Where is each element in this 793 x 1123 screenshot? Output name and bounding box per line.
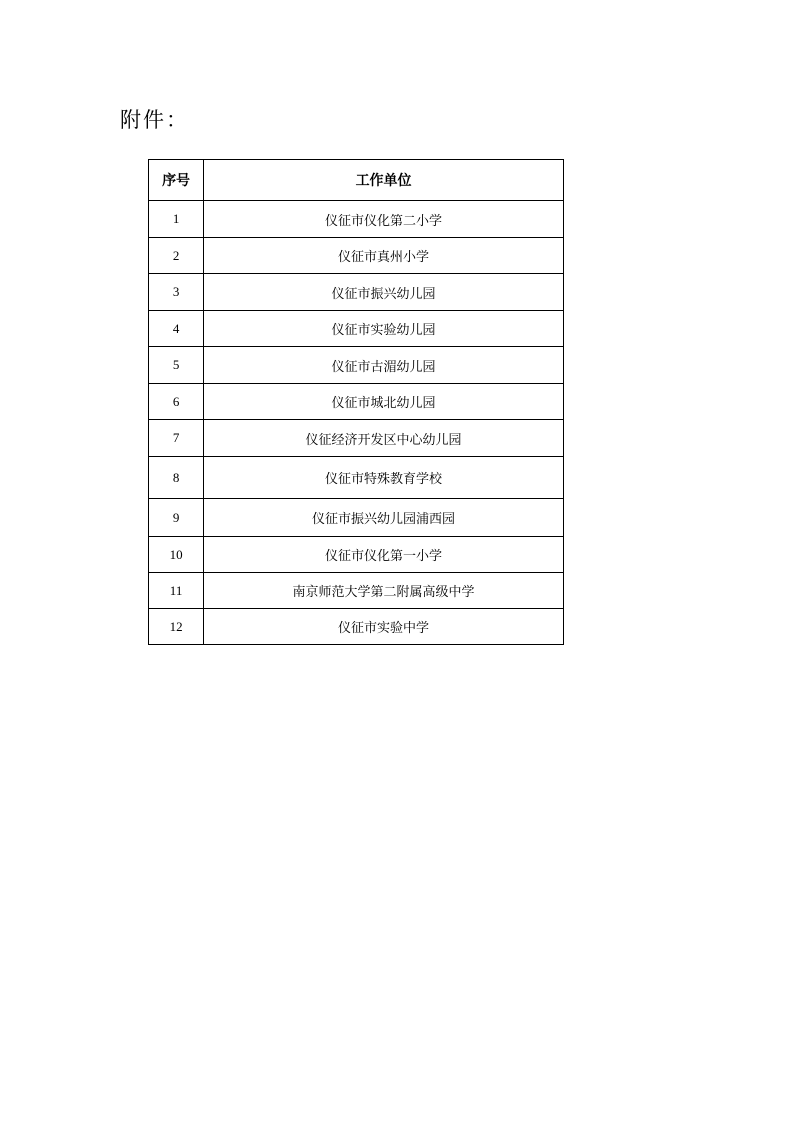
row-unit: 仪征市仪化第二小学 (204, 201, 564, 238)
row-unit: 仪征市古湄幼儿园 (204, 347, 564, 384)
row-index: 12 (149, 609, 204, 645)
row-unit: 南京师范大学第二附属高级中学 (204, 573, 564, 609)
row-unit: 仪征市真州小学 (204, 238, 564, 274)
row-unit: 仪征市振兴幼儿园浦西园 (204, 499, 564, 537)
row-unit: 仪征市实验幼儿园 (204, 311, 564, 347)
row-unit: 仪征市实验中学 (204, 609, 564, 645)
row-index: 7 (149, 420, 204, 457)
work-unit-table (148, 159, 564, 645)
table-row (149, 238, 564, 274)
row-index: 8 (149, 457, 204, 499)
row-index: 11 (149, 573, 204, 609)
table-row (149, 573, 564, 609)
header-unit: 工作单位 (204, 160, 564, 201)
table-row (149, 201, 564, 238)
row-index: 2 (149, 238, 204, 274)
table-row (149, 537, 564, 573)
header-index: 序号 (149, 160, 204, 201)
table-row (149, 499, 564, 537)
table-row (149, 274, 564, 311)
row-unit: 仪征市仪化第一小学 (204, 537, 564, 573)
row-index: 9 (149, 499, 204, 537)
row-index: 6 (149, 384, 204, 420)
row-index: 10 (149, 537, 204, 573)
row-index: 3 (149, 274, 204, 311)
row-unit: 仪征市特殊教育学校 (204, 457, 564, 499)
table-row (149, 609, 564, 645)
row-unit: 仪征市振兴幼儿园 (204, 274, 564, 311)
row-index: 5 (149, 347, 204, 384)
table-row (149, 384, 564, 420)
table-row (149, 311, 564, 347)
table-row (149, 457, 564, 499)
table-header-row (149, 160, 564, 201)
row-unit: 仪征市城北幼儿园 (204, 384, 564, 420)
row-index: 4 (149, 311, 204, 347)
table-row (149, 420, 564, 457)
row-index: 1 (149, 201, 204, 238)
attachment-label: 附件： (120, 108, 189, 132)
row-unit: 仪征经济开发区中心幼儿园 (204, 420, 564, 457)
table-row (149, 347, 564, 384)
